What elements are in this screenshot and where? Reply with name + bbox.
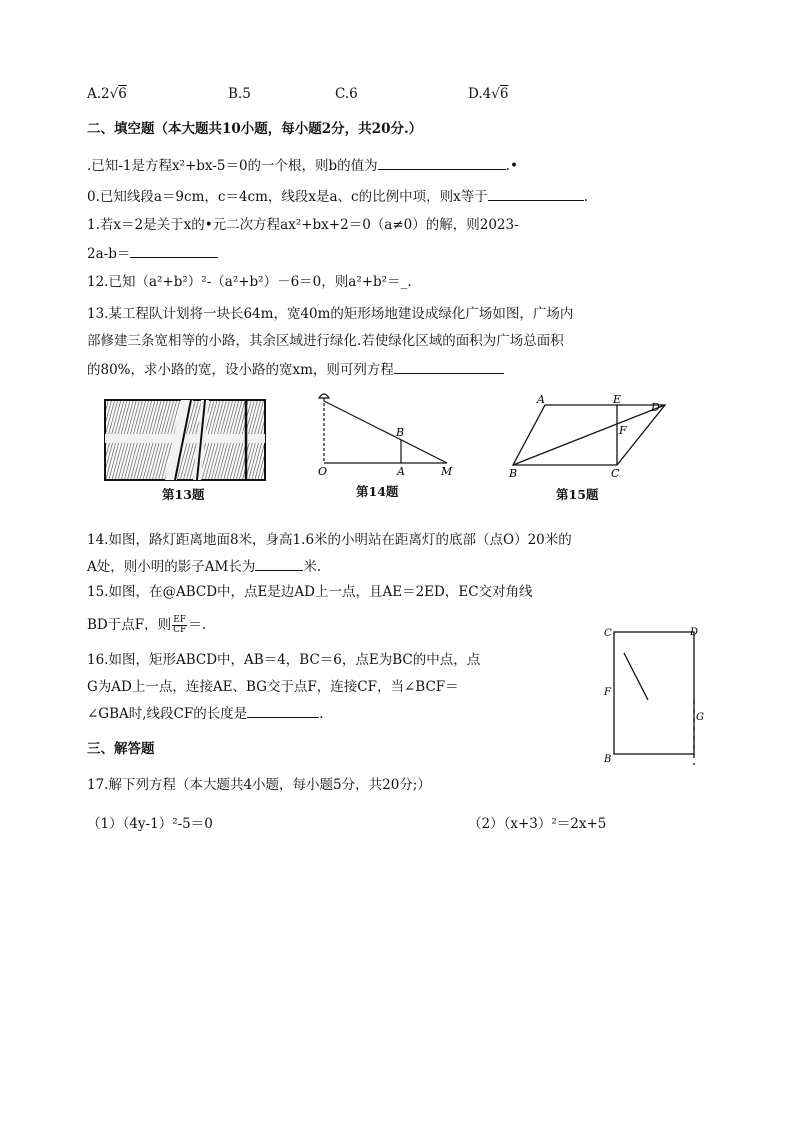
label-d: D	[690, 627, 699, 638]
label-b: B	[509, 467, 518, 480]
label-b: B	[396, 426, 405, 439]
option-a: A.2√6	[87, 86, 127, 102]
figure-15	[505, 393, 675, 483]
answer-blank	[130, 243, 218, 258]
answer-blank	[394, 359, 504, 374]
question-15-line1: 15.如图，在@ABCD中，点E是边AD上一点，且AE＝2ED，EC交对角线	[87, 584, 533, 600]
question-13-line1: 13.某工程队计划将一块长64m，宽40m的矩形场地建设成绿化广场如图，广场内	[87, 306, 574, 322]
section-3-title: 三、解答题	[87, 741, 155, 757]
label-b: B	[604, 754, 612, 765]
question-11-line1: 1.若x＝2是关于x的•元二次方程ax²+bx+2＝0（a≠0）的解，则2023-	[87, 217, 519, 233]
option-b: B.5	[228, 86, 251, 102]
question-17-part2: （2）（x+3）²＝2x+5	[468, 816, 607, 832]
label-c: C	[611, 467, 620, 480]
answer-blank	[488, 186, 584, 201]
question-12: 12.已知（a²+b²）²-（a²+b²）－6＝0，则a²+b²＝_.	[87, 274, 412, 290]
question-10: 0.已知线段a＝9cm，c＝4cm，线段x是a、c的比例中项，则x等于 .	[87, 186, 588, 206]
question-16-line3: ∠GBA时,线段CF的长度是 .	[87, 703, 324, 723]
label-a: A	[397, 465, 405, 478]
question-13-line3: 的80%，求小路的宽，设小路的宽xm，则可列方程	[87, 359, 504, 379]
answer-blank	[255, 556, 303, 571]
figure-14	[315, 390, 455, 480]
lamp-icon	[319, 394, 329, 398]
rectangle	[614, 632, 694, 754]
fraction-ef-cf: $\frac{EF}{CF}$	[173, 615, 187, 635]
section-2-title: 二、填空题（本大题共10小题，每小题2分，共20分.）	[87, 121, 423, 137]
figure-15-caption: 第15题	[556, 487, 599, 502]
label-f: F	[604, 687, 611, 698]
label-d: D	[651, 401, 660, 414]
option-c: C.6	[335, 86, 358, 102]
figure-13	[105, 400, 265, 480]
label-o: O	[318, 465, 328, 478]
label-m: M	[441, 465, 453, 478]
question-16-line1: 16.如图，矩形ABCD中，AB＝4，BC＝6，点E为BC的中点，点	[87, 652, 481, 668]
label-a: A	[537, 393, 545, 406]
question-14-line2: A处，则小明的影子AM长为 米.	[87, 556, 321, 576]
question-17-title: 17.解下列方程（本大题共4小题，每小题5分，共20分;）	[87, 777, 431, 793]
figure-16	[600, 625, 710, 770]
figure-14-caption: 第14题	[356, 484, 399, 499]
question-16-line2: G为AD上一点，连接AE、BG交于点F，连接CF，当∠BCF＝	[87, 679, 459, 695]
label-e: E	[613, 393, 622, 406]
answer-blank	[378, 155, 506, 170]
label-g: G	[696, 712, 704, 723]
figure-13-caption: 第13题	[162, 487, 205, 502]
label-c: C	[604, 628, 612, 639]
question-14-line1: 14.如图，路灯距离地面8米，身高1.6米的小明站在距离灯的底部（点O）20米的	[87, 532, 572, 548]
label-f: F	[619, 424, 627, 437]
option-d: D.4√6	[468, 86, 509, 102]
question-15-line2: BD于点F，则 $\frac{EF}{CF}$ ＝.	[87, 615, 207, 635]
question-17-part1: （1）（4y-1）²-5＝0	[87, 816, 213, 832]
answer-blank	[247, 703, 319, 718]
question-9: .已知-1是方程x²+bx-5＝0的一个根，则b的值为 .•	[87, 155, 518, 175]
question-11-line2: 2a-b＝	[87, 243, 218, 263]
question-13-line2: 部修建三条宽相等的小路，其余区域进行绿化.若使绿化区域的面积为广场总面积	[87, 333, 564, 349]
